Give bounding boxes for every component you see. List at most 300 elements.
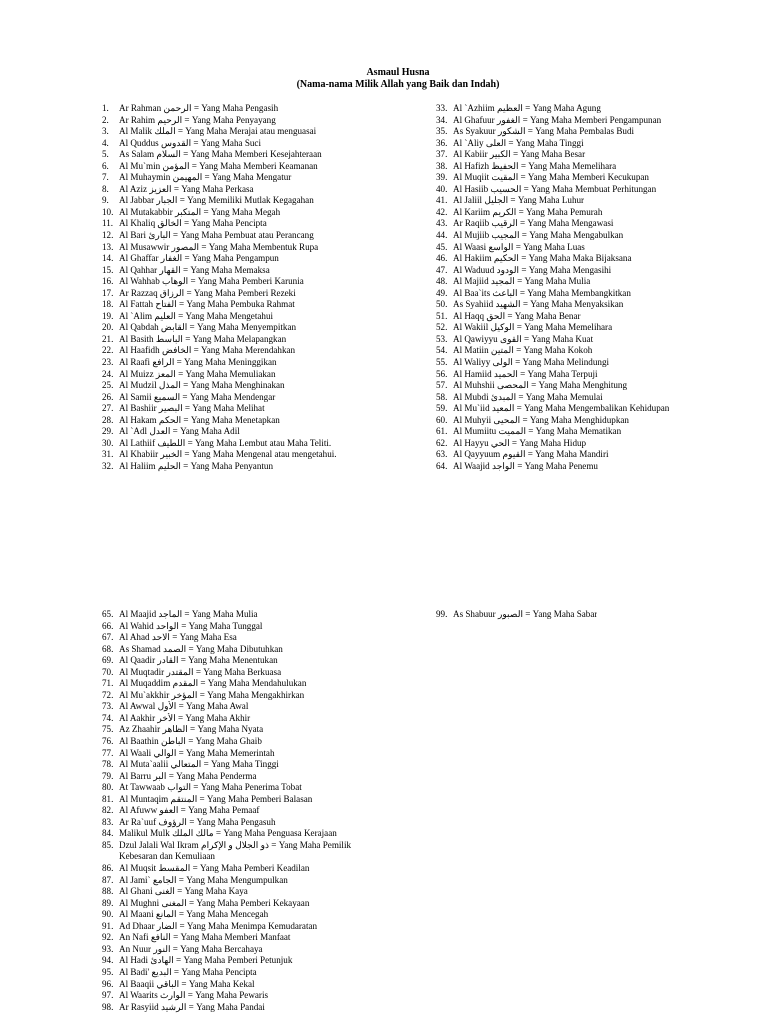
item-number: 77.: [102, 747, 114, 758]
item-text: Al Wahid الواحد = Yang Maha Tunggal: [119, 620, 263, 631]
item-number: 82.: [102, 805, 114, 816]
item-text: Ar Raqiib الرقيب = Yang Maha Mengawasi: [453, 218, 614, 229]
item-text: Al Waarits الوارث = Yang Maha Pewaris: [119, 990, 269, 1001]
list-item: [102, 369, 337, 381]
item-text: Al Waliyy الولى = Yang Maha Melindungi: [453, 357, 610, 368]
item-number: 81.: [102, 793, 114, 804]
list-item: [102, 609, 369, 621]
item-text: As Shamad الصمد = Yang Maha Dibutuhkan: [119, 643, 283, 654]
item-text: Al Muqaddim المقدم = Yang Maha Mendahulukan: [119, 678, 307, 689]
list-item: [436, 230, 669, 242]
item-number: 63.: [436, 449, 448, 460]
item-text: Al Hamiid الحميد = Yang Maha Terpuji: [453, 368, 598, 379]
item-text: Al Mudzil المذل = Yang Maha Menghinakan: [119, 380, 285, 391]
list-item: [436, 334, 669, 346]
item-text: Al Basith الباسط = Yang Maha Melapangkan: [119, 333, 287, 344]
item-text: Al Hakam الحكم = Yang Maha Menetapkan: [119, 414, 280, 425]
list-item: [102, 863, 369, 875]
item-text: Al Qawiyyu القوى = Yang Maha Kuat: [453, 333, 594, 344]
item-number: 38.: [436, 160, 448, 171]
item-text: Al Jabbar الجبار = Yang Memiliki Mutlak Kegagahan: [119, 195, 314, 206]
item-text: Al Waali الوالي = Yang Maha Memerintah: [119, 747, 275, 758]
item-number: 11.: [102, 218, 114, 229]
item-number: 42.: [436, 206, 448, 217]
item-number: 97.: [102, 990, 114, 1001]
list-item: [436, 149, 669, 161]
item-text: Al Samii السميع = Yang Maha Mendengar: [119, 391, 276, 402]
item-number: 13.: [102, 241, 114, 252]
list-item: [102, 678, 369, 690]
list-item: [436, 357, 669, 369]
item-number: 62.: [436, 437, 448, 448]
item-number: 29.: [102, 426, 114, 437]
list-item: [102, 392, 337, 404]
item-number: 98.: [102, 1001, 114, 1012]
item-number: 69.: [102, 655, 114, 666]
item-number: 37.: [436, 149, 448, 160]
item-number: 25.: [102, 380, 114, 391]
item-number: 51.: [436, 310, 448, 321]
list-item: [436, 311, 669, 323]
list-item: [102, 621, 369, 633]
item-number: 27.: [102, 403, 114, 414]
item-text: As Syahiid الشهيد = Yang Maha Menyaksikan: [453, 299, 624, 310]
item-number: 89.: [102, 897, 114, 908]
list-item: [102, 195, 337, 207]
item-number: 21.: [102, 333, 114, 344]
list-item: [436, 369, 669, 381]
item-number: 50.: [436, 299, 448, 310]
list-item: [436, 609, 597, 621]
item-text: Al Bashiir البصير = Yang Maha Melihat: [119, 403, 265, 414]
item-number: 66.: [102, 620, 114, 631]
item-text: Al Maajid الماجد = Yang Maha Mulia: [119, 609, 258, 619]
item-text: Al Awwal الأول = Yang Maha Awal: [119, 701, 249, 712]
item-text: Al Khabiir الخبير = Yang Maha Mengenal atau mengetahui.: [119, 449, 337, 460]
item-number: 59.: [436, 403, 448, 414]
item-number: 1.: [102, 103, 109, 113]
item-number: 8.: [102, 183, 109, 194]
item-text: Al Qahhar القهار = Yang Maha Memaksa: [119, 264, 270, 275]
list-item: [102, 288, 337, 300]
item-text: Al Mu`min المؤمن = Yang Maha Memberi Keamanan: [119, 160, 318, 171]
list-item: [102, 632, 369, 644]
item-number: 3.: [102, 126, 109, 137]
item-text: Al Muhyii المحيى = Yang Maha Menghidupkan: [453, 414, 629, 425]
item-number: 87.: [102, 874, 114, 885]
document-subtitle: (Nama-nama Milik Allah yang Baik dan Indah): [296, 79, 500, 90]
item-number: 19.: [102, 310, 114, 321]
list-item: [102, 667, 369, 679]
item-number: 6.: [102, 160, 109, 171]
item-number: 56.: [436, 368, 448, 379]
item-text: Al Mutakabbir المتكبر = Yang Maha Megah: [119, 206, 281, 217]
list-item: [102, 979, 369, 991]
item-number: 46.: [436, 253, 448, 264]
item-number: 31.: [102, 449, 114, 460]
list-item: [102, 115, 337, 127]
item-number: 65.: [102, 609, 114, 619]
list-item: [102, 759, 369, 771]
item-number: 22.: [102, 345, 114, 356]
item-text: Al Waduud الودود = Yang Maha Mengasihi: [453, 264, 612, 275]
list-item: [436, 103, 669, 115]
list-item: [436, 253, 669, 265]
list-item: [436, 380, 669, 392]
item-text: Al Ahad الاحد = Yang Maha Esa: [119, 632, 237, 643]
item-number: 75.: [102, 724, 114, 735]
item-number: 10.: [102, 206, 114, 217]
item-text: Al Wahhab الوهاب = Yang Maha Pemberi Karunia: [119, 276, 304, 287]
item-text: Al Hadi الهادئ = Yang Maha Pemberi Petunjuk: [119, 955, 293, 966]
item-text: At Tawwaab التواب = Yang Maha Penerima Tobat: [119, 782, 302, 793]
item-text: Al Muhaymin المهيمن = Yang Maha Mengatur: [119, 172, 292, 183]
list-item: [436, 115, 669, 127]
item-text: Al Jaliil الجليل = Yang Maha Luhur: [453, 195, 585, 206]
item-text: As Syakuur الشكور = Yang Maha Pembalas Budi: [453, 126, 635, 137]
list-item: [436, 242, 669, 254]
item-number: 45.: [436, 241, 448, 252]
list-item: [102, 230, 337, 242]
item-text: Al Khaliq الخالق = Yang Maha Pencipta: [119, 218, 267, 229]
list-item: [102, 276, 337, 288]
item-number: 23.: [102, 357, 114, 368]
list-item: [102, 690, 369, 702]
item-number: 90.: [102, 909, 114, 920]
item-number: 57.: [436, 380, 448, 391]
item-number: 33.: [436, 103, 448, 113]
item-text: Al Hasiib الحسيب = Yang Maha Membuat Perhitungan: [453, 183, 657, 194]
list-item: [102, 311, 337, 323]
item-number: 34.: [436, 114, 448, 125]
item-number: 84.: [102, 828, 114, 839]
item-text: Al Haafidh الخافض = Yang Maha Merendahkan: [119, 345, 296, 356]
item-text: Al Muhshii المحصى = Yang Maha Menghitung: [453, 380, 628, 391]
list-item: [436, 299, 669, 311]
item-number: 32.: [102, 460, 114, 471]
list-column-3: [102, 609, 369, 1013]
list-item: [102, 840, 369, 863]
list-item: [102, 461, 337, 473]
item-text: An Nuur النور = Yang Maha Bercahaya: [119, 943, 263, 954]
item-text: Al Waajid الواجد = Yang Maha Penemu: [453, 460, 598, 471]
list-item: [102, 724, 369, 736]
item-number: 20.: [102, 322, 114, 333]
list-item: [102, 438, 337, 450]
item-number: 70.: [102, 666, 114, 677]
list-item: [102, 921, 369, 933]
list-item: [436, 426, 669, 438]
list-item: [436, 126, 669, 138]
item-number: 9.: [102, 195, 109, 206]
list-item: [102, 380, 337, 392]
item-text: Al Badi' البديع = Yang Maha Pencipta: [119, 966, 257, 977]
item-text: Al Kariim الكريم = Yang Maha Pemurah: [453, 206, 603, 217]
item-number: 24.: [102, 368, 114, 379]
list-column-4: [436, 609, 597, 621]
list-item: [436, 195, 669, 207]
item-text: Al Mu`iid المعيد = Yang Maha Mengembalikan Kehidupan: [453, 403, 670, 414]
list-item: [436, 172, 669, 184]
item-text: Al Mumiitu المميت = Yang Maha Mematikan: [453, 426, 622, 437]
item-number: 80.: [102, 782, 114, 793]
item-number: 48.: [436, 276, 448, 287]
list-item: [102, 944, 369, 956]
item-number: 12.: [102, 230, 114, 241]
list-item: [102, 299, 337, 311]
item-text: Ar Rasyiid الرشيد = Yang Maha Pandai: [119, 1001, 265, 1012]
list-item: [102, 898, 369, 910]
item-number: 88.: [102, 886, 114, 897]
item-text: Al Kabiir الكبير = Yang Maha Besar: [453, 149, 586, 160]
item-text: Al Quddus القدوس = Yang Maha Suci: [119, 137, 261, 148]
item-number: 72.: [102, 689, 114, 700]
list-item: [102, 713, 369, 725]
list-item: [436, 207, 669, 219]
item-number: 40.: [436, 183, 448, 194]
item-text: Al Muntaqim المنتقم = Yang Maha Pemberi Balasan: [119, 793, 313, 804]
list-item: [102, 218, 337, 230]
list-item: [102, 426, 337, 438]
list-item: [102, 449, 337, 461]
item-text: Ar Rahim الرحيم = Yang Maha Penyayang: [119, 114, 276, 125]
item-text: As Salam السلام = Yang Maha Memberi Kesejahteraan: [119, 149, 322, 160]
list-item: [102, 932, 369, 944]
item-text: Al Hayyu الحي = Yang Maha Hidup: [453, 437, 587, 448]
item-number: 83.: [102, 816, 114, 827]
list-item: [102, 736, 369, 748]
item-text: Ar Ra`uuf الرؤوف = Yang Maha Pengasuh: [119, 816, 276, 827]
item-text: Al Fattah الفتاح = Yang Maha Pembuka Rahmat: [119, 299, 295, 310]
list-item: [436, 265, 669, 277]
list-item: [102, 253, 337, 265]
item-number: 68.: [102, 643, 114, 654]
item-number: 44.: [436, 230, 448, 241]
item-text: Al Baaqii الباقي = Yang Maha Kekal: [119, 978, 255, 989]
item-number: 43.: [436, 218, 448, 229]
item-number: 79.: [102, 770, 114, 781]
item-text: Al Qaadir القادر = Yang Maha Menentukan: [119, 655, 278, 666]
list-item: [102, 955, 369, 967]
item-text: Al Muqiit المقيت = Yang Maha Memberi Kecukupan: [453, 172, 649, 183]
list-item: [102, 334, 337, 346]
list-item: [102, 909, 369, 921]
item-text: Al Hafizh الحفيظ = Yang Maha Memelihara: [453, 160, 617, 171]
list-item: [436, 218, 669, 230]
document-title: Asmaul Husna: [366, 67, 430, 78]
item-number: 64.: [436, 460, 448, 471]
list-item: [436, 415, 669, 427]
item-text: Al Qabdah القابض = Yang Maha Menyempitkan: [119, 322, 297, 333]
item-text: Al Malik الملك = Yang Maha Merajai atau menguasai: [119, 126, 317, 137]
list-item: [102, 161, 337, 173]
list-item: [102, 817, 369, 829]
list-item: [102, 655, 369, 667]
list-item: [102, 701, 369, 713]
item-text: Al Ghafuur الغفور = Yang Maha Memberi Pengampunan: [453, 114, 662, 125]
list-item: [102, 138, 337, 150]
item-number: 41.: [436, 195, 448, 206]
list-item: [436, 438, 669, 450]
item-text: Al Baa`its الباعث = Yang Maha Membangkitkan: [453, 287, 631, 298]
item-number: 47.: [436, 264, 448, 275]
item-text: Al Muizz المعز = Yang Maha Memuliakan: [119, 368, 276, 379]
item-text: Al Lathiif اللطيف = Yang Maha Lembut atau Maha Teliti.: [119, 437, 332, 448]
item-text: Al Matiin المتين = Yang Maha Kokoh: [453, 345, 593, 356]
item-text: Al Jami` الجامع = Yang Maha Mengumpulkan: [119, 874, 288, 885]
item-text: Al Afuww العفو = Yang Maha Pemaaf: [119, 805, 260, 816]
list-item: [102, 126, 337, 138]
list-item: [102, 875, 369, 887]
item-number: 94.: [102, 955, 114, 966]
list-item: [436, 345, 669, 357]
item-text: Ad Dhaar الضار = Yang Maha Menimpa Kemudaratan: [119, 920, 318, 931]
item-number: 91.: [102, 920, 114, 931]
item-text: Al Aziz العزيز = Yang Maha Perkasa: [119, 183, 254, 194]
item-number: 16.: [102, 276, 114, 287]
item-text: Al Barru البر = Yang Maha Penderma: [119, 770, 257, 781]
item-number: 92.: [102, 932, 114, 943]
item-text: Al `Aliy العلى = Yang Maha Tinggi: [453, 137, 584, 148]
list-item: [102, 345, 337, 357]
item-number: 55.: [436, 357, 448, 368]
item-text: Al Musawwir المصور = Yang Maha Membentuk Rupa: [119, 241, 319, 252]
item-number: 39.: [436, 172, 448, 183]
item-number: 76.: [102, 736, 114, 747]
item-text: Al Wakiil الوكيل = Yang Maha Memelihara: [453, 322, 613, 333]
list-item: [436, 392, 669, 404]
item-text: Al `Adl العدل = Yang Maha Adil: [119, 426, 240, 437]
item-text: Al Mughni المغنى = Yang Maha Pemberi Kekayaan: [119, 897, 310, 908]
list-item: [102, 828, 369, 840]
list-item: [436, 276, 669, 288]
list-item: [102, 1002, 369, 1014]
item-text: Al Waasi الواسع = Yang Maha Luas: [453, 241, 585, 252]
list-item: [102, 403, 337, 415]
item-number: 18.: [102, 299, 114, 310]
item-number: 58.: [436, 391, 448, 402]
item-number: 85.: [102, 839, 114, 850]
item-text: Al Raafi الرافع = Yang Maha Meninggikan: [119, 357, 277, 368]
item-text: Al Aakhir الأخر = Yang Maha Akhir: [119, 712, 251, 723]
list-item: [102, 967, 369, 979]
item-text: Al Mu`akkhir المؤخر = Yang Maha Mengakhirkan: [119, 689, 305, 700]
item-text: Al Ghaffar الغفار = Yang Maha Pengampun: [119, 253, 279, 264]
item-text: An Nafi النافع = Yang Maha Memberi Manfaat: [119, 932, 291, 943]
item-number: 26.: [102, 391, 114, 402]
item-text: Malikul Mulk مالك الملك = Yang Maha Penguasa Kerajaan: [119, 828, 337, 839]
item-number: 53.: [436, 333, 448, 344]
list-item: [102, 265, 337, 277]
item-number: 99.: [436, 609, 448, 619]
item-number: 30.: [102, 437, 114, 448]
item-text: Al Ghani الغنى = Yang Maha Kaya: [119, 886, 248, 897]
list-item: [102, 172, 337, 184]
item-text: Al `Alim العليم = Yang Maha Mengetahui: [119, 310, 274, 321]
list-item: [102, 242, 337, 254]
item-number: 60.: [436, 414, 448, 425]
list-item: [436, 161, 669, 173]
item-text: Al Muqtadir المقتدر = Yang Maha Berkuasa: [119, 666, 282, 677]
list-item: [102, 886, 369, 898]
list-item: [102, 794, 369, 806]
list-item: [436, 403, 669, 415]
list-item: [436, 461, 669, 473]
item-number: 61.: [436, 426, 448, 437]
item-number: 7.: [102, 172, 109, 183]
item-number: 35.: [436, 126, 448, 137]
list-item: [102, 357, 337, 369]
item-text: Al Haliim الحليم = Yang Maha Penyantun: [119, 460, 273, 471]
list-item: [436, 138, 669, 150]
list-item: [102, 782, 369, 794]
list-item: [102, 748, 369, 760]
list-item: [102, 771, 369, 783]
item-text: Ar Razzaq الرزاق = Yang Maha Pemberi Rezeki: [119, 287, 296, 298]
item-text: Al Muqsit المقسط = Yang Maha Pemberi Keadilan: [119, 863, 310, 874]
item-text: Al Majiid المجيد = Yang Maha Mulia: [453, 276, 591, 287]
list-item: [436, 184, 669, 196]
item-text: Al Muta`aalii المتعالي = Yang Maha Tinggi: [119, 759, 279, 770]
item-number: 52.: [436, 322, 448, 333]
item-number: 17.: [102, 287, 114, 298]
item-text: Al Bari البارئ = Yang Maha Pembuat atau Perancang: [119, 230, 314, 241]
list-column-2: [436, 103, 669, 473]
list-item: [102, 805, 369, 817]
item-number: 4.: [102, 137, 109, 148]
item-number: 95.: [102, 966, 114, 977]
list-item: [436, 322, 669, 334]
item-text: Ar Rahman الرحمن = Yang Maha Pengasih: [119, 103, 279, 113]
list-item: [102, 990, 369, 1002]
item-number: 96.: [102, 978, 114, 989]
item-text: Al Hakiim الحكيم = Yang Maha Maka Bijaksana: [453, 253, 632, 264]
item-number: 5.: [102, 149, 109, 160]
list-item: [102, 322, 337, 334]
item-text: Al Qayyuum القيوم = Yang Maha Mandiri: [453, 449, 609, 460]
list-item: [102, 184, 337, 196]
item-number: 28.: [102, 414, 114, 425]
item-number: 2.: [102, 114, 109, 125]
item-number: 71.: [102, 678, 114, 689]
item-text: As Shabuur الصبور = Yang Maha Sabar: [453, 609, 598, 619]
item-number: 74.: [102, 712, 114, 723]
item-text: Al Haqq الحق = Yang Maha Benar: [453, 310, 581, 321]
list-column-1: [102, 103, 337, 473]
item-number: 54.: [436, 345, 448, 356]
item-number: 86.: [102, 863, 114, 874]
item-number: 49.: [436, 287, 448, 298]
list-item: [102, 644, 369, 656]
item-text: Al Mubdi المبدئ = Yang Maha Memulai: [453, 391, 603, 402]
list-item: [436, 288, 669, 300]
list-item: [102, 207, 337, 219]
list-item: [102, 103, 337, 115]
item-number: 93.: [102, 943, 114, 954]
item-text: Al Mujiib المجيب = Yang Maha Mengabulkan: [453, 230, 624, 241]
item-text: Al Baathin الباطن = Yang Maha Ghaib: [119, 736, 262, 747]
item-text: Al Maani المانع = Yang Maha Mencegah: [119, 909, 269, 920]
item-number: 73.: [102, 701, 114, 712]
item-number: 78.: [102, 759, 114, 770]
list-item: [436, 449, 669, 461]
item-text: Dzul Jalali Wal Ikram ذو الجلال و الإكرام = Yang Maha Pemilik Kebesaran dan Kemuliaan: [119, 839, 352, 862]
item-text: Az Zhaahir الظاهر = Yang Maha Nyata: [119, 724, 264, 735]
item-number: 67.: [102, 632, 114, 643]
list-item: [102, 149, 337, 161]
list-item: [102, 415, 337, 427]
item-number: 15.: [102, 264, 114, 275]
